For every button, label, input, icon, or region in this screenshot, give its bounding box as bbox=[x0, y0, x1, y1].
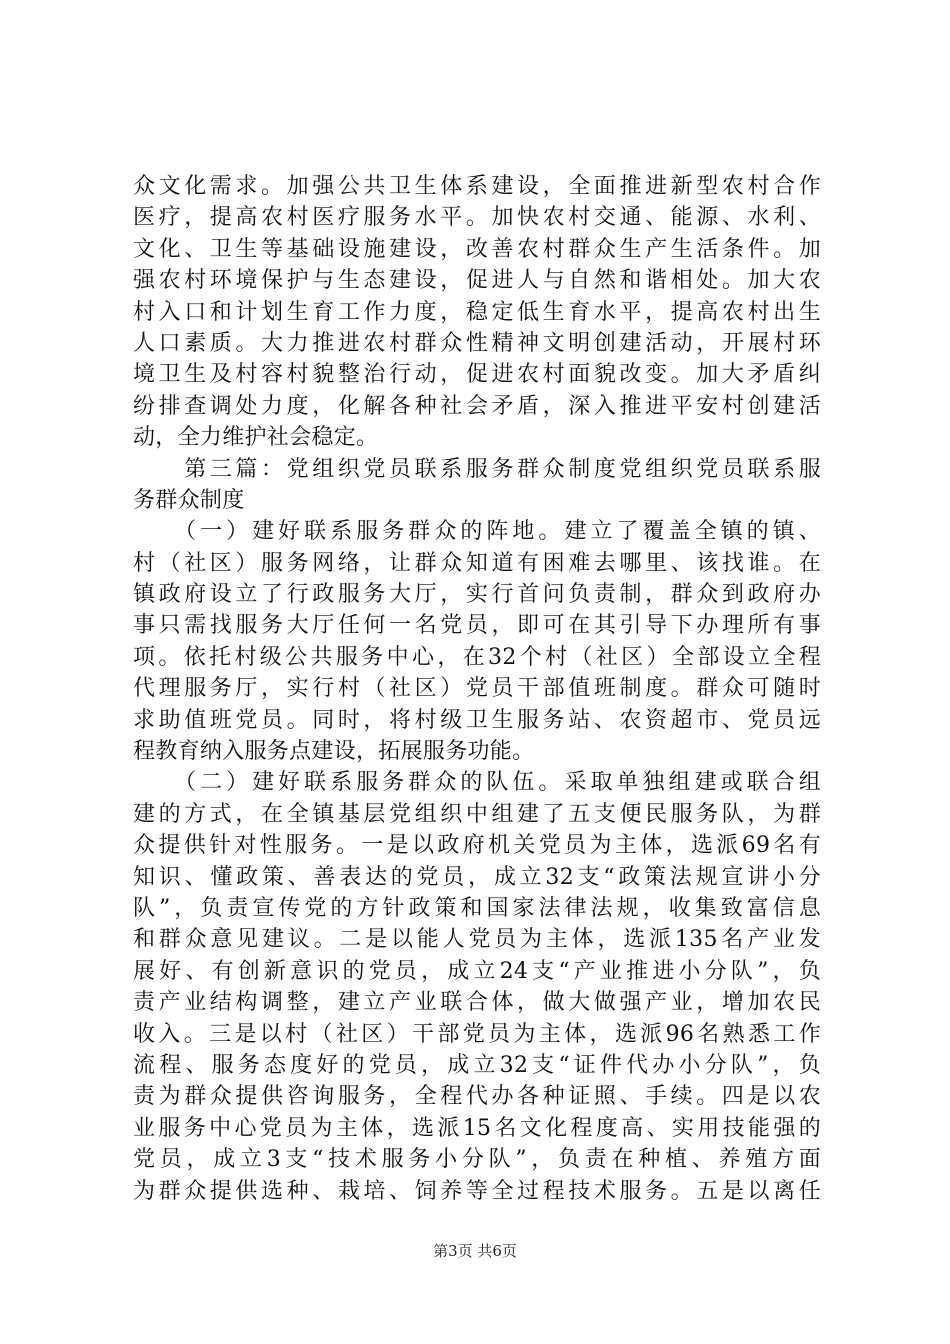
text-line: 代理服务厅，实行村（社区）党员干部值班制度。群众可随时 bbox=[133, 676, 821, 702]
text-line: 收入。三是以村（社区）干部党员为主体，选派96名熟悉工作 bbox=[133, 1021, 821, 1047]
section-heading-line: 第三篇：党组织党员联系服务群众制度党组织党员联系服 bbox=[133, 456, 821, 482]
text-line: 建的方式，在全镇基层党组织中组建了五支便民服务队，为群 bbox=[133, 801, 821, 827]
text-line: 流程、服务态度好的党员，成立32支“证件代办小分队”，负 bbox=[133, 1052, 821, 1078]
text-line: 求助值班党员。同时，将村级卫生服务站、农资超市、党员远 bbox=[133, 707, 821, 733]
text-line: 村（社区）服务网络，让群众知道有困难去哪里、该找谁。在 bbox=[133, 550, 821, 576]
text-line: （二）建好联系服务群众的队伍。采取单独组建或联合组 bbox=[133, 770, 821, 796]
text-line: 村入口和计划生育工作力度，稳定低生育水平，提高农村出生 bbox=[133, 299, 821, 325]
document-body bbox=[133, 171, 821, 1207]
text-line: 知识、懂政策、善表达的党员，成立32支“政策法规宣讲小分 bbox=[133, 864, 821, 890]
text-line: 动，全力维护社会稳定。 bbox=[133, 425, 379, 451]
text-line: 人口素质。大力推进农村群众性精神文明创建活动，开展村环 bbox=[133, 330, 821, 356]
text-line: 责为群众提供咨询服务，全程代办各种证照、手续。四是以农 bbox=[133, 1084, 821, 1110]
page-number-footer: 第3页 共6页 bbox=[433, 1242, 517, 1260]
text-line: 医疗，提高农村医疗服务水平。加快农村交通、能源、水利、 bbox=[133, 205, 821, 231]
text-line: （一）建好联系服务群众的阵地。建立了覆盖全镇的镇、 bbox=[133, 519, 821, 545]
text-line: 责产业结构调整，建立产业联合体，做大做强产业，增加农民 bbox=[133, 990, 821, 1016]
text-line: 展好、有创新意识的党员，成立24支“产业推进小分队”，负 bbox=[133, 958, 821, 984]
text-line: 境卫生及村容村貌整治行动，促进农村面貌改变。加大矛盾纠 bbox=[133, 362, 821, 388]
text-line: 业服务中心党员为主体，选派15名文化程度高、实用技能强的 bbox=[133, 1115, 821, 1141]
text-line: 项。依托村级公共服务中心，在32个村（社区）全部设立全程 bbox=[133, 644, 821, 670]
text-line: 众文化需求。加强公共卫生体系建设，全面推进新型农村合作 bbox=[133, 174, 821, 199]
text-line: 众提供针对性服务。一是以政府机关党员为主体，选派69名有 bbox=[133, 833, 821, 859]
section-heading-line: 务群众制度 bbox=[133, 487, 245, 513]
text-line: 纷排查调处力度，化解各种社会矛盾，深入推进平安村创建活 bbox=[133, 393, 821, 419]
text-line: 事只需找服务大厅任何一名党员，即可在其引导下办理所有事 bbox=[133, 613, 821, 639]
text-line: 文化、卫生等基础设施建设，改善农村群众生产生活条件。加 bbox=[133, 236, 821, 262]
text-line: 程教育纳入服务点建设，拓展服务功能。 bbox=[133, 739, 535, 765]
text-line: 为群众提供选种、栽培、饲养等全过程技术服务。五是以离任 bbox=[133, 1178, 821, 1204]
text-line: 队”，负责宣传党的方针政策和国家法律法规，收集致富信息 bbox=[133, 895, 821, 921]
text-line: 和群众意见建议。二是以能人党员为主体，选派135名产业发 bbox=[133, 927, 821, 953]
text-line: 强农村环境保护与生态建设，促进人与自然和谐相处。加大农 bbox=[133, 268, 821, 294]
text-line: 党员，成立3支“技术服务小分队”，负责在种植、养殖方面 bbox=[133, 1147, 821, 1173]
text-line: 镇政府设立了行政服务大厅，实行首问负责制，群众到政府办 bbox=[133, 582, 821, 608]
